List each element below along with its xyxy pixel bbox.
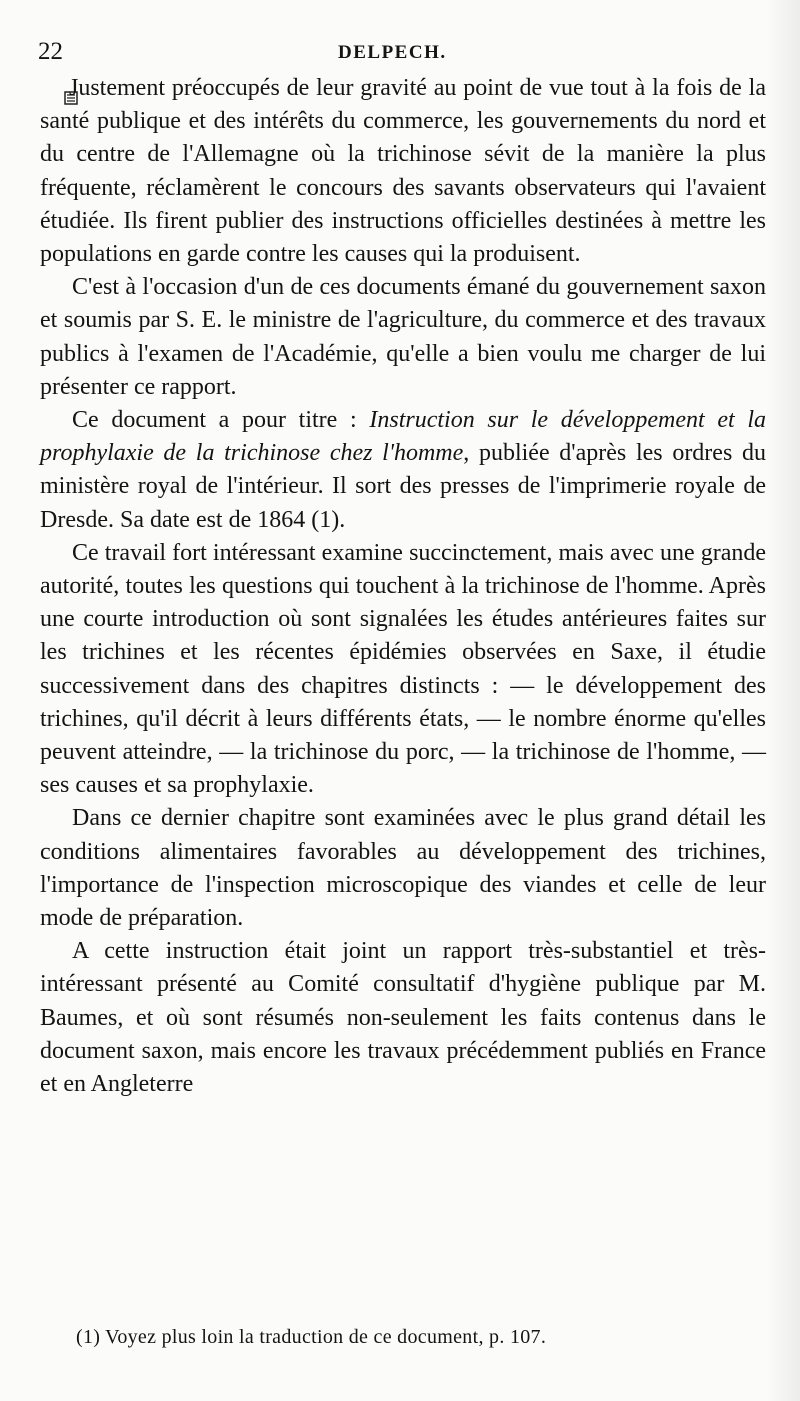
paragraph-1-text: Justement préoccupés de leur gravité au point de vue tout à la fois de la santé publique et des intérêts du commerce, les gouvernements du nord et du centre de l'Allemagne où la trichinose sévit de la manière la plus fréquente, réclamèrent le concours des savants observateurs qui l'avaient étudiée. Ils firent publier des instructions officielles destinées à mettre les populations en garde contre les causes qui la produisent. <box>40 75 766 268</box>
document-title: Instruction sur le développement et la prophylaxie de la trichinose chez l'homme <box>40 407 767 467</box>
paragraph-6: A cette instruction était joint un rapport très-substantiel et très-intéressant présenté au Comité consultatif d'hygiène publique par M. Baumes, et où sont résumés non-seulement les faits contenus dans le document saxon, mais encore les travaux précédemment publiés en France et en Angleterre <box>40 938 766 1098</box>
paragraph-1 <box>40 72 766 271</box>
page-header <box>38 38 762 68</box>
printer-mark-icon <box>52 82 66 96</box>
paragraph-3 <box>40 404 766 537</box>
paragraph-3-lead: Ce document a pour titre : <box>72 407 370 434</box>
running-head: DELPECH. <box>338 42 447 63</box>
paragraph-5: Dans ce dernier chapitre sont examinées avec le plus grand détail les conditions alimentaires favorables au développement des trichines, l'importance de l'inspection microscopique des viandes et celle de leur mode de préparation. <box>40 805 766 932</box>
paragraph-4: Ce travail fort intéressant examine succinctement, mais avec une grande autorité, toutes les questions qui touchent à la trichinose de l'homme. Après une courte introduction où sont signalées les études antérieures faites sur les trichines et les récentes épidémies observées en Saxe, il étudie successivement dans des chapitres distincts : — le développement des trichines, qu'il décrit à leurs différents états, — le nombre énorme qu'elles peuvent atteindre, — la trichinose du porc, — la trichinose de l'homme, — ses causes et sa prophylaxie. <box>40 539 766 799</box>
page-edge-shadow <box>766 0 800 1401</box>
page-number: 22 <box>38 38 63 65</box>
paragraph-2: C'est à l'occasion d'un de ces documents émané du gouvernement saxon et soumis par S. E. le ministre de l'agriculture, du commerce et des travaux publics à l'examen de l'Académie, qu'elle a bien voulu me charger de lui présenter ce rapport. <box>40 274 766 400</box>
paragraph-3-rest: , publiée d'après les ordres du ministère royal de l'intérieur. Il sort des presses de l'imprimerie royale de Dresde. Sa date est de 1864 (1). <box>40 440 766 533</box>
footnote: (1) Voyez plus loin la traduction de ce document, p. 107. <box>76 1326 547 1348</box>
body-text <box>40 72 766 1101</box>
